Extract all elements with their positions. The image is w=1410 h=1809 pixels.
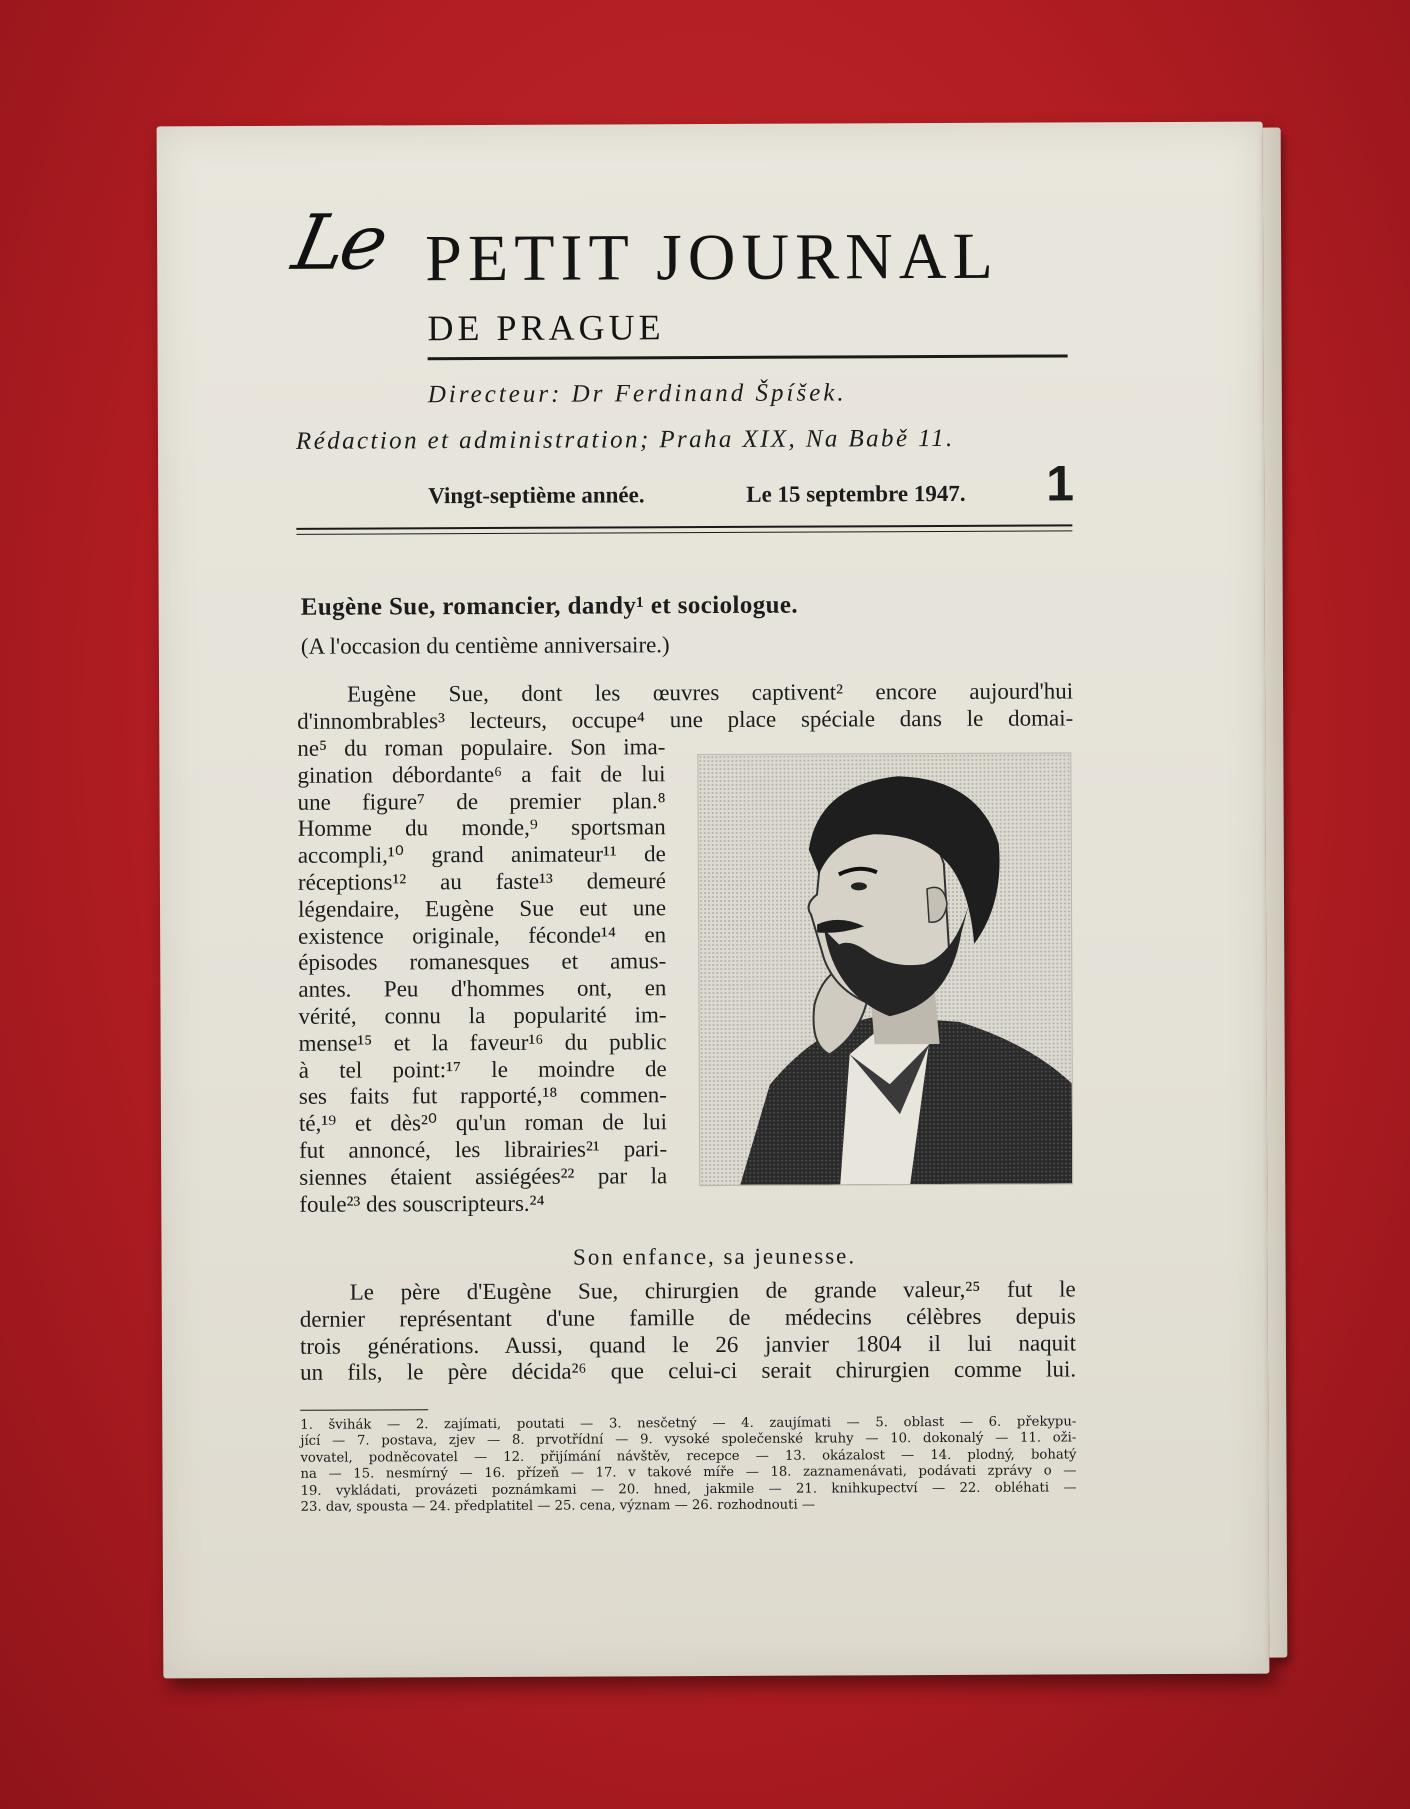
logo-le: Le xyxy=(285,197,392,287)
footnote-line: 1. švihák — 2. zajímati, poutati — 3. nesčetný — 4. zaujímati — 5. oblast — 6. překypu- xyxy=(300,1414,1077,1433)
header-double-rule-top xyxy=(296,524,1072,529)
paragraph-line: Le père d'Eugène Sue, chirurgien de grande valeur,²⁵ fut le xyxy=(349,1276,1076,1305)
column-line: existence originale, féconde¹⁴ en xyxy=(298,921,667,949)
column-line: accompli,¹⁰ grand animateur¹¹ de xyxy=(297,841,666,868)
paragraph-line: trois générations. Aussi, quand le 26 janvier 1804 il lui naquit xyxy=(299,1330,1076,1359)
column-line: une figure⁷ de premier plan.⁸ xyxy=(297,787,666,815)
column-line: Homme du monde,⁹ sportsman xyxy=(297,814,666,842)
director-line: Directeur: Dr Ferdinand Špíšek. xyxy=(427,379,847,409)
column-line: siennes étaient assiégées²² par la xyxy=(299,1162,668,1190)
column-line: ne⁵ du roman populaire. Son ima- xyxy=(297,734,666,761)
footnote-line: jící — 7. postava, zjev — 8. prvotřídní — 9. vysoké společenské kruhy — 10. dokonalý — 11. oži- xyxy=(300,1430,1077,1450)
article-title: Eugène Sue, romancier, dandy¹ et sociologue. xyxy=(300,591,799,621)
column-line: foule²³ des souscripteurs.²⁴ xyxy=(299,1190,545,1217)
portrait-engraving xyxy=(697,752,1073,1186)
article-paragraph-2 xyxy=(300,1276,1076,1387)
article-subtitle: (A l'occasion du centième anniversaire.) xyxy=(300,632,670,659)
footnote-line: na — 15. nesmírný — 16. přízeň — 17. v takové míře — 18. zaznamenávati, podávati zprávy o — xyxy=(300,1463,1077,1483)
journal-title: PETIT JOURNAL xyxy=(425,219,999,296)
paragraph-line: un fils, le père décida²⁶ que celui-ci serait chirurgien comme lui. xyxy=(300,1356,1077,1386)
paragraph-line: dernier représentant d'une famille de médecins célèbres depuis xyxy=(299,1303,1076,1332)
journal-subtitle: DE PRAGUE xyxy=(427,307,665,349)
footnote-divider xyxy=(300,1409,428,1411)
footnote-line: 19. vykládati, provázeti poznámkami — 20. hned, jakmile — 21. knihkupectví — 22. obléhati — xyxy=(300,1480,1077,1499)
column-line: fut annoncé, les librairies²¹ pari- xyxy=(299,1136,668,1163)
masthead-divider xyxy=(428,354,1068,360)
portrait-illustration xyxy=(698,753,1072,1185)
intro-line: d'innombrables³ lecteurs, occupe⁴ une place spéciale dans le domai- xyxy=(297,705,1074,734)
column-line: té,¹⁹ et dès²⁰ qu'un roman de lui xyxy=(298,1109,668,1136)
column-line: ses faits fut rapporté,¹⁸ commen- xyxy=(298,1082,667,1110)
redaction-line: Rédaction et administration; Praha XIX, Na Babě 11. xyxy=(295,424,955,455)
footnote-line: vovatel, podněcovatel — 12. přijímání návštěv, recepce — 13. okázalost — 14. plodný, bohatý xyxy=(300,1447,1077,1466)
issue-year: Vingt-septième année. xyxy=(428,482,645,509)
column-line: vérité, connu la popularité im- xyxy=(298,1002,667,1029)
issue-date: Le 15 septembre 1947. xyxy=(746,480,966,507)
section-heading: Son enfance, sa jeunesse. xyxy=(572,1243,857,1270)
issue-number: 1 xyxy=(1046,455,1075,512)
article-column xyxy=(297,734,667,1218)
column-line: réceptions¹² au faste¹³ demeuré xyxy=(297,868,666,895)
intro-line: Eugène Sue, dont les œuvres captivent² encore aujourd'hui xyxy=(347,678,1074,707)
column-line: légendaire, Eugène Sue eut une xyxy=(297,894,667,922)
article-intro xyxy=(297,678,1073,735)
footnotes xyxy=(300,1414,1076,1516)
column-line: épisodes romanesques et amus- xyxy=(298,948,667,976)
column-line: gination débordante⁶ a fait de lui xyxy=(297,761,666,788)
column-line: mense¹⁵ et la faveur¹⁶ du public xyxy=(298,1028,667,1056)
column-line: antes. Peu d'hommes ont, en xyxy=(298,975,667,1002)
journal-page xyxy=(157,122,1270,1679)
footnote-line: 23. dav, spousta — 24. předplatitel — 25. cena, význam — 26. rozhodnouti — xyxy=(300,1497,816,1515)
column-line: à tel point:¹⁷ le moindre de xyxy=(298,1055,667,1083)
header-double-rule-bottom xyxy=(296,530,1072,534)
